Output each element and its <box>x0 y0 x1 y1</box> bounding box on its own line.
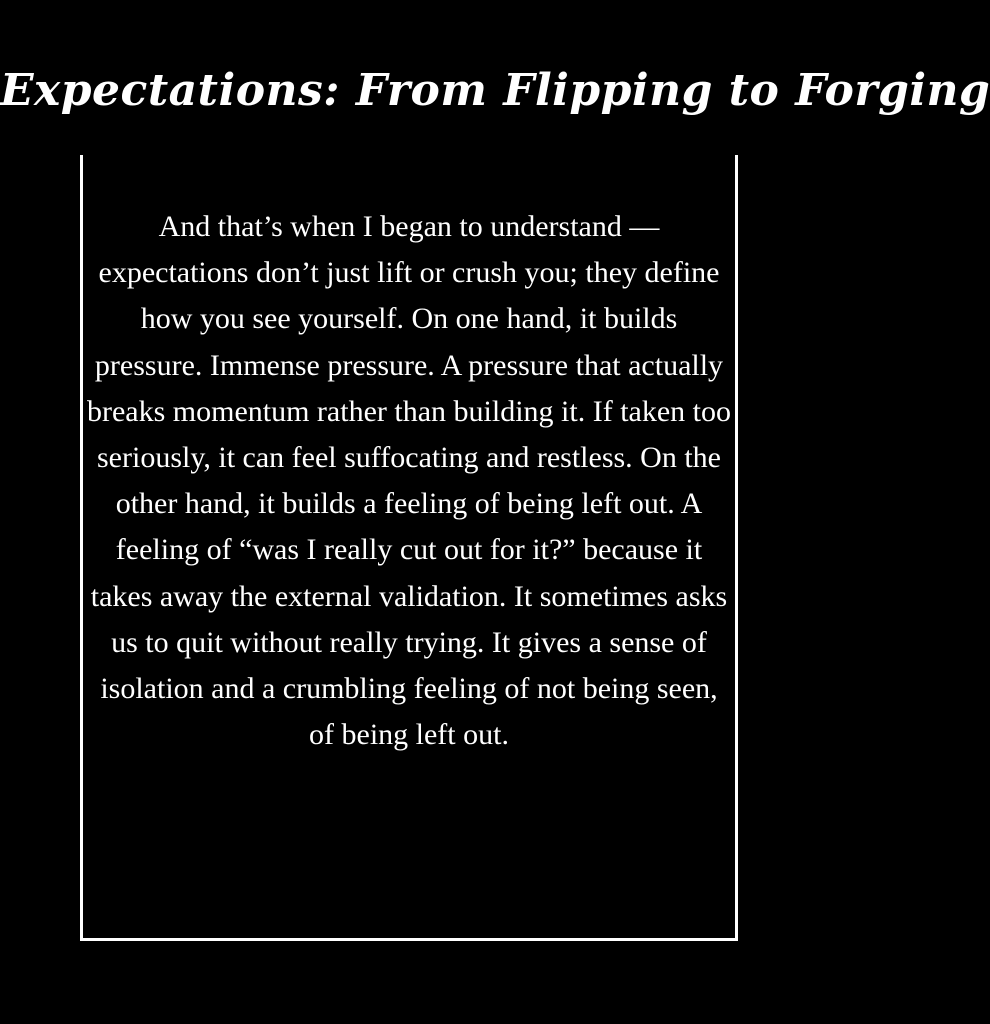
page-title: Expectations: From Flipping to Forging <box>0 65 990 117</box>
body-paragraph: And that’s when I began to understand — expectations don’t just lift or crush you; they define how you see yourself. On one hand, it builds pressure. Immense pressure. A pressure that actually breaks momentum rather than building it. If taken too seriously, it can feel suffocating and restless. On the other hand, it builds a feeling of being left out. A feeling of “was I really cut out for it?” because it takes away the external validation. It sometimes asks us to quit without really trying. It gives a sense of isolation and a crumbling feeling of not being seen, of being left out. <box>86 210 731 752</box>
